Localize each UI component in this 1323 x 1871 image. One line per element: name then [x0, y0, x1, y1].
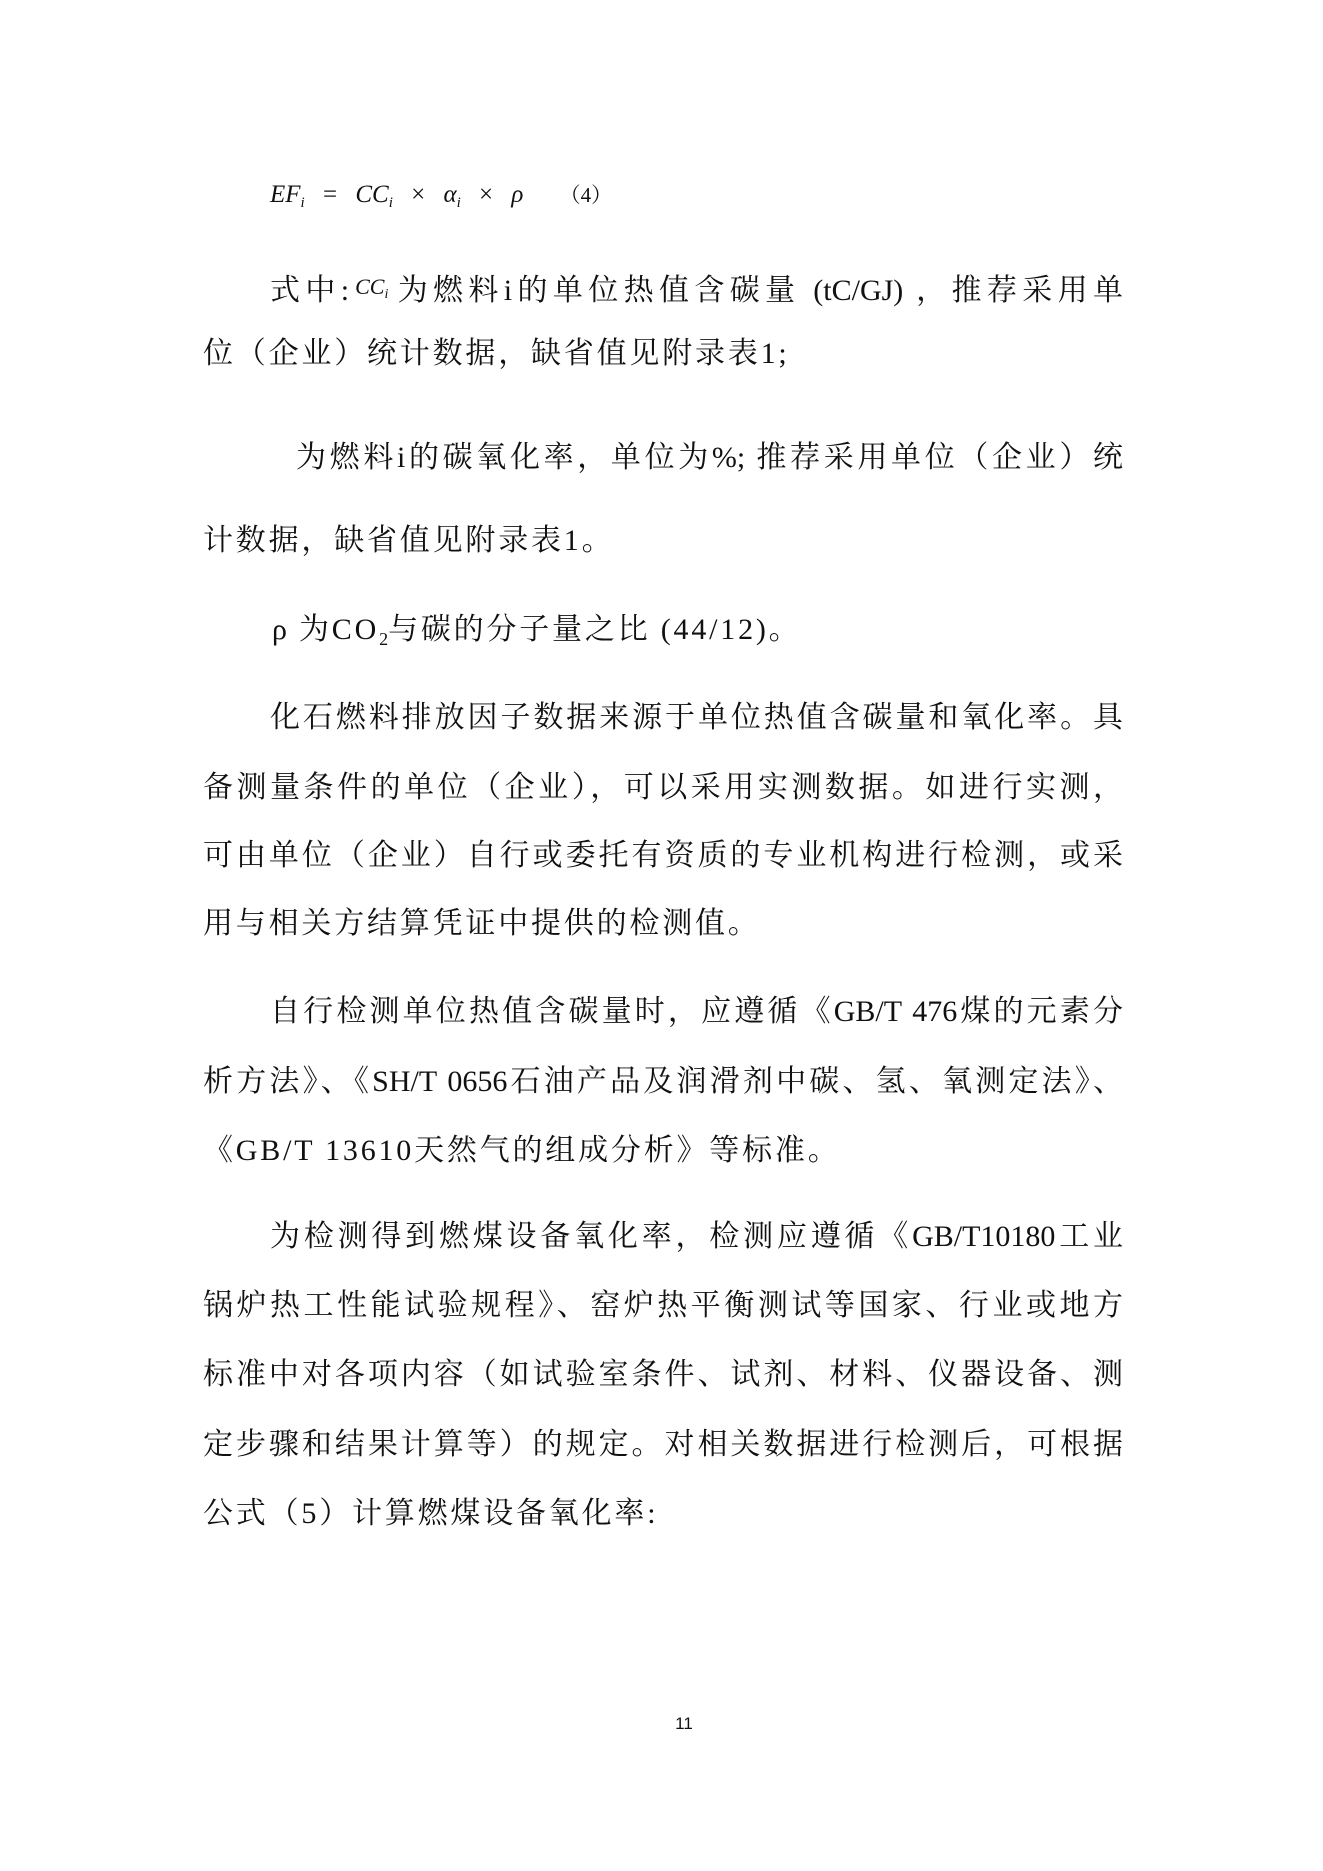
cc-definition-line-2: 位（企业）统计数据，缺省值见附录表1; [203, 337, 790, 370]
cc-definition-line-1 [270, 267, 1123, 307]
formula-cc: CC [355, 181, 389, 208]
formula-equals: = [322, 181, 338, 208]
alpha-definition-line-1: 为燃料i的碳氧化率，单位为%; 推荐采用单位（企业）统 [296, 441, 1123, 474]
paragraph-3-line-5: 公式（5）计算燃煤设备氧化率: [203, 1497, 659, 1530]
paragraph-3-line-1: 为检测得到燃煤设备氧化率，检测应遵循《GB/T10180工业 [270, 1220, 1123, 1253]
formula-alpha-subscript: i [456, 195, 461, 211]
paragraph-3-line-4: 定步骤和结果计算等）的规定。对相关数据进行检测后，可根据 [203, 1428, 1123, 1461]
rho-definition-line [272, 610, 801, 650]
paragraph-2-line-1: 自行检测单位热值含碳量时，应遵循《GB/T 476煤的元素分 [270, 995, 1123, 1028]
alpha-definition-line-2: 计数据，缺省值见附录表1。 [203, 524, 615, 557]
formula-ef-subscript: i [300, 195, 305, 211]
co2-subscript: 2 [379, 629, 389, 649]
cc-symbol-text: CC [355, 274, 385, 299]
paragraph-2-line-2: 析方法》、《SH/T 0656石油产品及润滑剂中碳、氢、氧测定法》、 [203, 1065, 1123, 1098]
paragraph-1-line-1: 化石燃料排放因子数据来源于单位热值含碳量和氧化率。具 [270, 701, 1123, 734]
emission-factor-formula [270, 173, 612, 217]
formula-cc-subscript: i [388, 195, 393, 211]
page-number: 11 [675, 1714, 693, 1733]
formula-ef: EF [270, 181, 301, 208]
cc-definition-prefix: 式中: [270, 274, 350, 307]
formula-number: （4） [559, 183, 613, 207]
formula-rho: ρ [511, 181, 524, 208]
paragraph-2-line-3: 《GB/T 13610天然气的组成分析》等标准。 [203, 1134, 841, 1167]
rho-text-after-subscript: 与碳的分子量之比 (44/12)。 [388, 613, 802, 646]
cc-symbol-subscript: i [384, 287, 389, 302]
formula-times-1: × [411, 181, 426, 208]
paragraph-3-line-2: 锅炉热工性能试验规程》、窑炉热平衡测试等国家、行业或地方 [203, 1289, 1123, 1322]
formula-alpha: α [443, 181, 457, 208]
paragraph-1-line-2: 备测量条件的单位（企业），可以采用实测数据。如进行实测， [203, 771, 1123, 804]
cc-symbol [355, 274, 389, 302]
rho-symbol: ρ [272, 613, 287, 646]
paragraph-3-line-3: 标准中对各项内容（如试验室条件、试剂、材料、仪器设备、测 [203, 1358, 1123, 1391]
formula-times-2: × [479, 181, 494, 208]
paragraph-1-line-3: 可由单位（企业）自行或委托有资质的专业机构进行检测，或采 [203, 839, 1123, 872]
paragraph-1-line-4: 用与相关方结算凭证中提供的检测值。 [203, 907, 761, 940]
rho-text-before-subscript: 为CO [298, 613, 380, 646]
cc-definition-text: 为燃料i的单位热值含碳量 (tC/GJ) ，推荐采用单 [392, 274, 1123, 307]
